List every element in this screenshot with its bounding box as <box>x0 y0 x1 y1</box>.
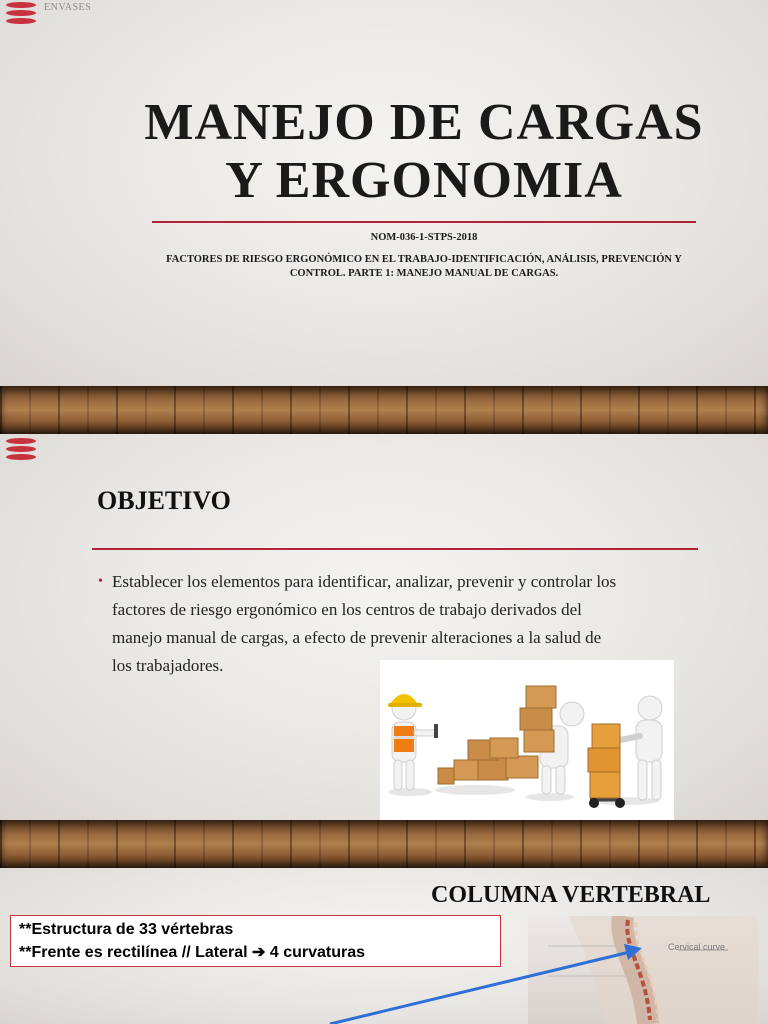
company-logo-icon <box>6 0 36 26</box>
pointer-arrow-icon <box>320 928 660 1024</box>
norm-code: NOM-036-1-STPS-2018 <box>370 232 478 243</box>
logo-text: ENVASES <box>44 2 92 13</box>
objective-heading: OBJETIVO <box>97 486 231 515</box>
objective-bullet: • Establecer los elementos para identificar, analizar, prevenir y controlar los factores de riesgo ergonómico en los centros de trabajo derivados del manejo manual de cargas, a efecto de prevenir alteraciones a la salud de los trabajadores. <box>98 568 698 680</box>
workers-carrying-boxes-illustration <box>380 660 674 820</box>
norm-description: FACTORES DE RIESGO ERGONÓMICO EN EL TRABAJO-IDENTIFICACIÓN, ANÁLISIS, PREVENCIÓN Y CONTROL. PARTE 1: MANEJO MANUAL DE CARGAS. <box>166 254 682 279</box>
spine-heading: COLUMNA VERTEBRAL <box>431 882 711 908</box>
bullet-dot-icon: • <box>98 574 103 589</box>
spine-slide <box>0 868 768 1024</box>
objective-slide <box>0 434 768 820</box>
wood-divider <box>0 820 768 868</box>
right-arrow-icon: ➔ <box>252 944 266 961</box>
title-slide <box>0 0 768 386</box>
wood-divider <box>0 386 768 434</box>
title-divider <box>152 221 696 223</box>
fact-curvatures: **Frente es rectilínea // Lateral ➔ 4 curvaturas <box>19 944 366 961</box>
company-logo-icon <box>6 438 36 462</box>
spine-caption: Cervical curve <box>668 942 726 952</box>
fact-vertebrae: **Estructura de 33 vértebras <box>19 921 234 938</box>
objective-divider <box>92 548 698 550</box>
slide-title: MANEJO DE CARGAS Y ERGONOMIA <box>144 94 704 209</box>
